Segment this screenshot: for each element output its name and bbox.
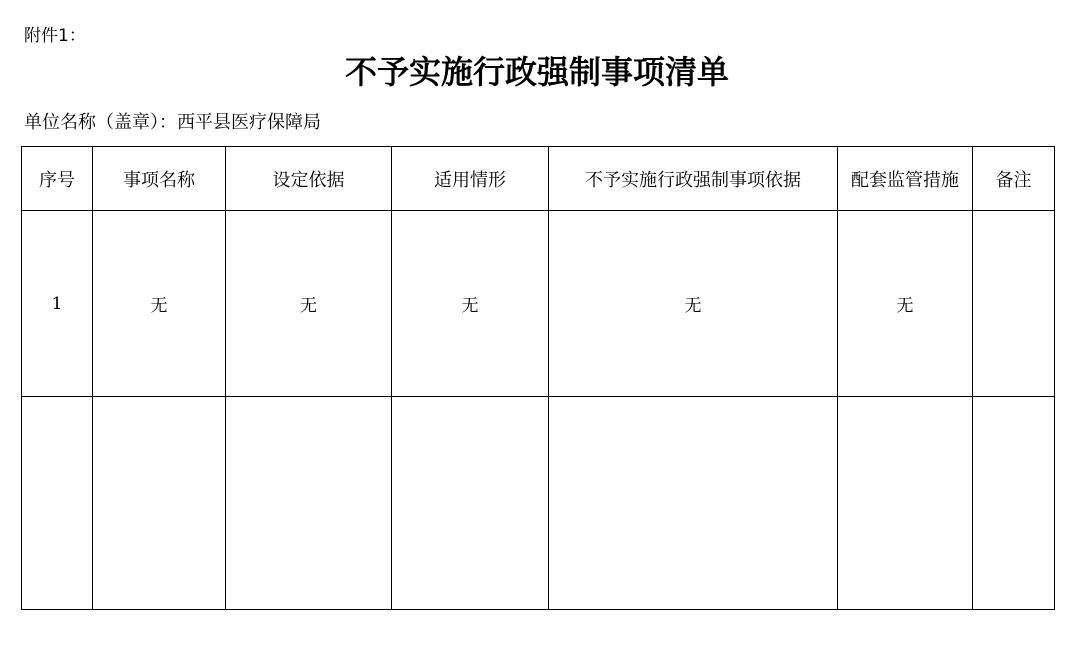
table-row [22,211,1055,397]
cell-remarks [973,211,1055,397]
cell-item-name [93,397,226,610]
cell-supervision-measures [838,397,973,610]
cell-item-name: 无 [93,211,226,397]
cell-serial-number [22,397,93,610]
cell-applicable-situation [392,397,549,610]
document-title: 不予实施行政强制事项清单 [344,53,729,91]
header-supervision-measures: 配套监管措施 [838,147,973,211]
cell-exemption-basis: 无 [549,211,838,397]
header-applicable-situation: 适用情形 [392,147,549,211]
cell-supervision-measures: 无 [838,211,973,397]
unit-name-label: 单位名称（盖章）：西平县医疗保障局 [24,112,321,133]
items-table [21,146,1055,610]
cell-legal-basis [226,397,392,610]
header-serial-number: 序号 [22,147,93,211]
cell-remarks [973,397,1055,610]
header-exemption-basis: 不予实施行政强制事项依据 [549,147,838,211]
cell-exemption-basis [549,397,838,610]
header-legal-basis: 设定依据 [226,147,392,211]
cell-legal-basis: 无 [226,211,392,397]
header-remarks: 备注 [973,147,1055,211]
header-item-name: 事项名称 [93,147,226,211]
attachment-label: 附件1： [24,26,86,46]
table-header-row [22,147,1055,211]
cell-serial-number: 1 [22,211,93,397]
table-row [22,397,1055,610]
cell-applicable-situation: 无 [392,211,549,397]
